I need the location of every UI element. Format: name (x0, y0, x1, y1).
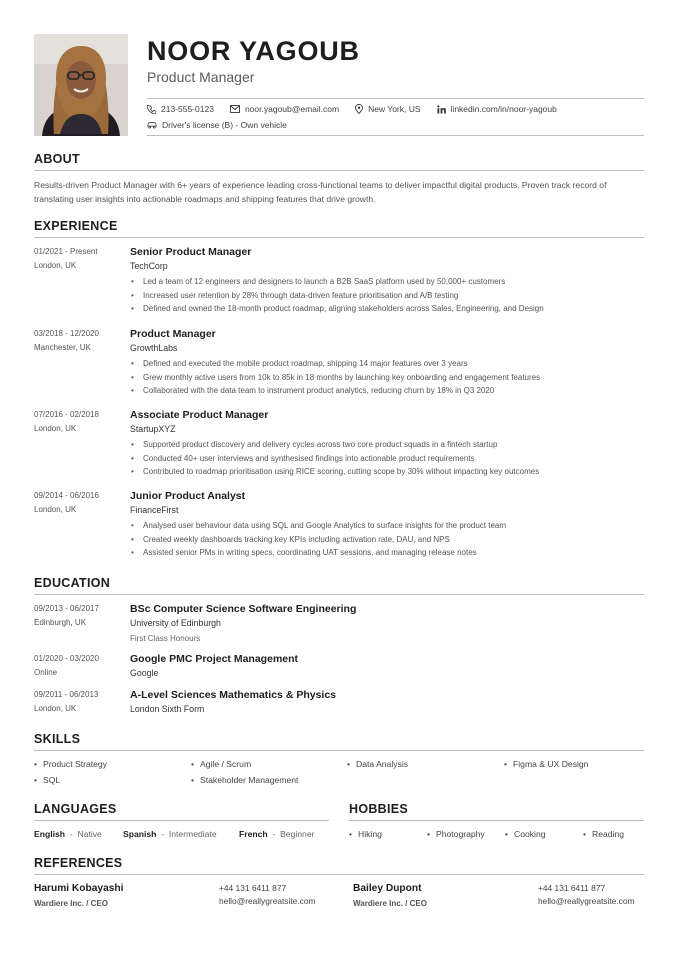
job-title: Senior Product Manager (130, 246, 252, 258)
reference-company: Wardiere Inc. / CEO (34, 899, 108, 908)
entry-meta (34, 688, 126, 716)
reference-phone[interactable]: +44 131 6411 877 (219, 883, 287, 893)
school-name: University of Edinburgh (130, 618, 221, 628)
entry-location: London, UK (34, 261, 77, 270)
entry-meta (34, 245, 126, 273)
skill-item: • Stakeholder Management (191, 775, 298, 785)
entry-dates: 09/2014 - 06/2016 (34, 491, 99, 500)
reference-name: Bailey Dupont (353, 883, 422, 894)
location-text: New York, US (368, 104, 421, 114)
candidate-title: Product Manager (147, 69, 255, 85)
achievement-item: • Created weekly dashboards tracking key KPIs including activation rate, DAU, and NPS (130, 533, 644, 547)
job-title: Associate Product Manager (130, 409, 269, 421)
hobby-item: • Reading (583, 829, 624, 839)
section-title-skills: SKILLS (34, 732, 81, 746)
languages-divider (34, 820, 329, 821)
section-title-languages: LANGUAGES (34, 802, 117, 816)
section-title-education: EDUCATION (34, 576, 111, 590)
entry-dates: 09/2013 - 06/2017 (34, 604, 99, 613)
skill-item: • SQL (34, 775, 60, 785)
achievement-item: • Defined and executed the mobile product roadmap, shipping 14 major features over 3 years (130, 357, 644, 371)
degree-title: BSc Computer Science Software Engineering (130, 603, 357, 615)
entry-body (130, 327, 644, 398)
job-title: Junior Product Analyst (130, 490, 246, 502)
language-item: French - Beginner (239, 829, 315, 839)
car-icon (147, 121, 157, 129)
degree-title: A-Level Sciences Mathematics & Physics (130, 689, 337, 701)
achievement-item: • Analysed user behaviour data using SQL and Google Analytics to surface insights for the product team (130, 519, 644, 533)
language-level: Native (77, 829, 102, 839)
linkedin-text: linkedin.com/in/noor-yagoub (450, 104, 557, 114)
contact-email[interactable] (230, 104, 339, 114)
entry-body (130, 602, 644, 646)
license-row (147, 120, 303, 130)
hobby-item: • Hiking (349, 829, 382, 839)
hobbies-divider (349, 820, 644, 821)
language-level: Beginner (280, 829, 315, 839)
contact-linkedin[interactable] (437, 104, 557, 114)
linkedin-icon (437, 105, 446, 114)
entry-meta (34, 602, 126, 630)
achievement-item: • Collaborated with the data team to instrument product analytics, reducing churn by 18% in Q3 2020 (130, 384, 644, 398)
references-divider (34, 874, 644, 875)
entry-meta (34, 327, 126, 355)
contact-license (147, 120, 287, 130)
section-title-hobbies: HOBBIES (349, 802, 409, 816)
achievement-item: • Conducted 40+ user interviews and synthesised findings into actionable product requirements (130, 452, 644, 466)
candidate-name: NOOR YAGOUB (147, 36, 360, 66)
reference-phone[interactable]: +44 131 6411 877 (538, 883, 606, 893)
language-name: English (34, 829, 66, 839)
language-level: Intermediate (168, 829, 217, 839)
school-name: London Sixth Form (130, 704, 205, 714)
reference-email[interactable]: hello@reallygreatsite.com (219, 896, 316, 906)
achievement-list (130, 275, 644, 316)
company-name: GrowthLabs (130, 343, 178, 353)
reference-email[interactable]: hello@reallygreatsite.com (538, 896, 635, 906)
job-title: Product Manager (130, 328, 216, 340)
achievement-item: • Contributed to roadmap prioritisation using RICE scoring, cutting scope by 30% without impacting key outcomes (130, 465, 644, 479)
entry-body (130, 489, 644, 560)
mail-icon (230, 105, 240, 113)
skills-divider (34, 750, 644, 751)
achievement-item: • Defined and owned the 18-month product roadmap, aligning stakeholders across Sales, Engineering, and Design (130, 302, 644, 316)
entry-dates: 09/2011 - 06/2013 (34, 690, 99, 699)
school-name: Google (130, 668, 159, 678)
entry-body (130, 688, 644, 717)
achievement-item: • Grew monthly active users from 10k to 85k in 18 months by launching key onboarding and engagement features (130, 371, 644, 385)
section-title-experience: EXPERIENCE (34, 219, 118, 233)
entry-location: Manchester, UK (34, 343, 91, 352)
about-divider (34, 170, 644, 171)
company-name: TechCorp (130, 261, 168, 271)
reference-company: Wardiere Inc. / CEO (353, 899, 427, 908)
education-divider (34, 594, 644, 595)
email-text: noor.yagoub@email.com (244, 104, 340, 114)
achievement-list (130, 357, 644, 398)
phone-text: 213-555-0123 (161, 104, 214, 114)
entry-meta (34, 652, 126, 680)
hobby-item: • Cooking (505, 829, 546, 839)
skill-item: • Data Analysis (347, 759, 408, 769)
skill-item: • Product Strategy (34, 759, 107, 769)
company-name: StartupXYZ (130, 424, 176, 434)
entry-body (130, 245, 644, 316)
entry-location: Online (34, 668, 58, 677)
skill-item: • Agile / Scrum (191, 759, 251, 769)
experience-divider (34, 237, 644, 238)
entry-location: Edinburgh, UK (34, 618, 87, 627)
language-item: Spanish - Intermediate (123, 829, 217, 839)
reference-name: Harumi Kobayashi (34, 883, 124, 894)
license-text: Driver's license (B) - Own vehicle (162, 120, 287, 130)
contact-location (355, 104, 420, 114)
entry-dates: 07/2016 - 02/2018 (34, 410, 99, 419)
skill-item: • Figma & UX Design (504, 759, 588, 769)
language-name: French (239, 829, 268, 839)
section-title-references: REFERENCES (34, 856, 123, 870)
degree-title: Google PMC Project Management (130, 653, 299, 665)
section-title-about: ABOUT (34, 152, 80, 166)
entry-dates: 01/2020 - 03/2020 (34, 654, 99, 663)
entry-location: London, UK (34, 424, 77, 433)
contact-phone[interactable] (147, 104, 214, 114)
entry-body (130, 408, 644, 479)
profile-photo (34, 34, 128, 136)
achievement-item: • Increased user retention by 28% through data-driven feature prioritisation and A/B testing (130, 289, 644, 303)
header-divider (147, 98, 644, 99)
achievement-list (130, 438, 644, 479)
contact-divider (147, 135, 644, 136)
language-name: Spanish (123, 829, 157, 839)
entry-dates: 01/2021 - Present (34, 247, 98, 256)
entry-dates: 03/2018 - 12/2020 (34, 329, 99, 338)
entry-meta (34, 489, 126, 517)
achievement-item: • Led a team of 12 engineers and designers to launch a B2B SaaS platform used by 50,000+ customers (130, 275, 644, 289)
company-name: FinanceFirst (130, 505, 179, 515)
contact-row (147, 104, 573, 114)
entry-location: London, UK (34, 505, 77, 514)
achievement-item: • Assisted senior PMs in writing specs, coordinating UAT sessions, and managing release notes (130, 546, 644, 560)
about-text: Results-driven Product Manager with 6+ years of experience leading cross-functional teams to deliver impactful digital products. Proven track record of translating user insights into actionable roadmaps and shipping features that drive growth. (34, 180, 607, 204)
degree-note: First Class Honours (130, 634, 201, 643)
achievement-list (130, 519, 644, 560)
language-item: English - Native (34, 829, 102, 839)
hobby-item: • Photography (427, 829, 485, 839)
entry-body (130, 652, 644, 681)
achievement-item: • Supported product discovery and delivery cycles across two core product squads in a fintech startup (130, 438, 644, 452)
entry-meta (34, 408, 126, 436)
phone-icon (147, 105, 156, 114)
entry-location: London, UK (34, 704, 77, 713)
location-pin-icon (355, 104, 363, 114)
